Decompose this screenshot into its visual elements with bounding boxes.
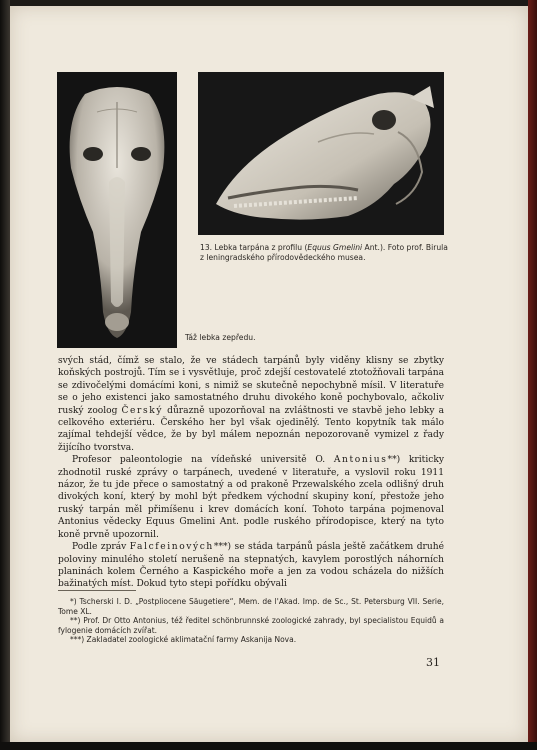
footnote-3: ***) Zakladatel zoologické aklimatační farmy Askanija Nova. xyxy=(70,635,297,645)
paragraph-2-tail: **) kriticky zhodnotil ruské zprávy o tarpánech, uvedené v literatuře, a vyslovil roku 1911 názor, že tu jde přece o samostatný a od prakoně Przewalského zcela odlišný druh divokých koní, který by mohl být předkem východní skupiny koní, přestože jeho ruský tarpán měl přimíšenu i krev domácích koní. Tohoto tarpána pojmenoval Antonius vědecky Equus Gmelini Ant. podle ruského přírodopisce, který na tyto koně prvně upozornil. xyxy=(58,455,444,540)
paragraph-1-text: svých stád, čímž se stalo, že ve stádech tarpánů byly viděny klisny se zbytky koňských postrojů. Tím se i vysvětluje, proč zdejší cestovatelé ztotožňovali tarpána se zdivočelými domácími koni, s nimiž se skutečně nepochybně mísil. V literatuře se o jeho existenci jako samostatného druhu divokého koně pochybovalo, ačkoliv ruský zoolog xyxy=(58,356,444,416)
name-cersky: Čerský xyxy=(121,405,164,416)
body-text xyxy=(58,355,444,591)
front-photo-caption: Táž lebka zepředu. xyxy=(185,333,256,342)
profile-photo-caption xyxy=(200,243,450,263)
footnote-2: **) Prof. Dr Otto Antonius, též ředitel schönbrunnské zoologické zahrady, byl specialistou Equidů a fylogenie domácích zvířat. xyxy=(58,616,444,635)
caption-species-name: Equus Gmelini xyxy=(307,243,363,252)
paragraph-3 xyxy=(58,541,444,591)
name-falcfein: Falcfeinových xyxy=(129,542,214,553)
paragraph-1 xyxy=(58,355,444,454)
paragraph-2 xyxy=(58,454,444,541)
caption-text: 13. Lebka tarpána z profilu ( xyxy=(200,243,308,252)
page-number: 31 xyxy=(426,656,440,669)
name-antonius: Antonius xyxy=(333,455,388,466)
paragraph-3-head: Podle zpráv xyxy=(72,542,130,553)
caption-text-end: Ant.). Foto prof. Birula z leningradského přírodovědeckého musea. xyxy=(200,243,448,262)
book-edge-right xyxy=(528,0,537,750)
paragraph-3-tail: ***) se stáda tarpánů pásla ještě začátkem druhé poloviny minulého století nerušeně na stepnatých, kavylem porostlých náhorních planinách kolem Černého a Kaspického moře a jen za vodou scházela do nižších bažinatých míst. Dokud tyto stepi pořídku obývali xyxy=(58,542,444,590)
book-edge-bottom xyxy=(0,742,537,750)
skull-front-photo xyxy=(57,72,177,348)
book-edge-left xyxy=(0,0,10,750)
footnotes xyxy=(58,597,444,645)
paragraph-2-head: Profesor paleontologie na vídeňské universitě O. xyxy=(72,455,334,466)
footnote-divider xyxy=(58,590,136,591)
footnote-1: *) Tscherski I. D. „Postpliocene Säugetiere“, Mem. de l'Akad. Imp. de Sc., St. Petersburg VII. Serie, Tome XL. xyxy=(58,597,444,616)
paragraph-1-tail: důrazně upozorňoval na zvláštnosti ve stavbě jeho lebky a celkového exteriéru. Čerského her byl však ojedinělý. Tento kopytník tak málo zajímal tehdejší vědce, že by byl málem nepoznán nepozorovaně vymizel z řady žijícího tvorstva. xyxy=(58,405,445,453)
skull-profile-photo xyxy=(198,72,444,235)
